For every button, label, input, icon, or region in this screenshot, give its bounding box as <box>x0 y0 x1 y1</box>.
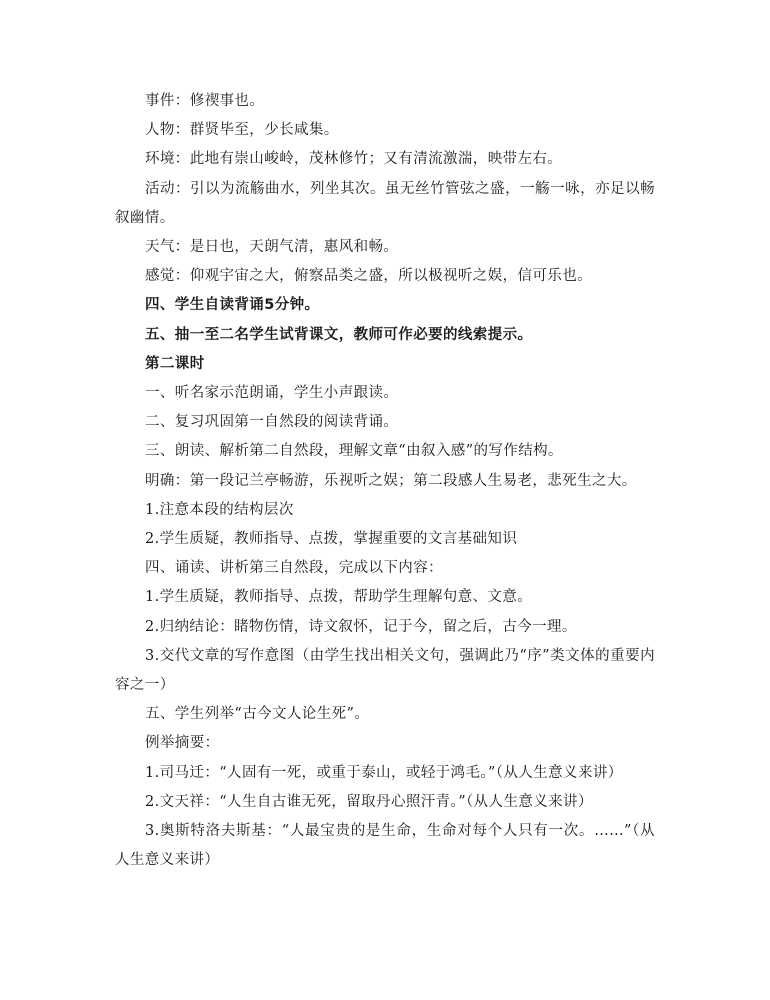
paragraph-environment: 环境：此地有崇山峻岭，茂林修竹；又有清流激湍，映带左右。 <box>145 151 563 168</box>
document-body <box>115 87 655 875</box>
paragraph-step-4: 四、诵读、讲析第三自然段，完成以下内容： <box>145 560 443 577</box>
paragraph-examples-heading: 例举摘要： <box>145 735 220 752</box>
paragraph-step-2: 二、复习巩固第一自然段的阅读背诵。 <box>145 414 399 431</box>
list-item-ostrovsky: 3.奥斯特洛夫斯基：“人最宝贵的是生命，生命对每个人只有一次。……”（从人生意义来讲） <box>115 823 655 869</box>
list-item-sima-qian: 1.司马迁：“人固有一死，或重于泰山，或轻于鸿毛。”（从人生意义来讲） <box>145 764 623 781</box>
paragraph-step-3: 三、朗读、解析第二自然段，理解文章“由叙入感”的写作结构。 <box>145 443 563 460</box>
paragraph-people: 人物：群贤毕至，少长咸集。 <box>145 122 339 139</box>
paragraph-clarify: 明确：第一段记兰亭畅游，乐视听之娱；第二段感人生易老，悲死生之大。 <box>145 472 637 489</box>
heading-trial-recite: 五、抽一至二名学生试背课文，教师可作必要的线索提示。 <box>145 326 533 343</box>
paragraph-event: 事件：修禊事也。 <box>145 93 265 109</box>
list-item-understand: 1.学生质疑，教师指导、点拨，帮助学生理解句意、文意。 <box>145 589 533 606</box>
paragraph-weather: 天气：是日也，天朗气清，惠风和畅。 <box>145 239 399 256</box>
list-item-intent: 3.交代文章的写作意图（由学生找出相关文句，强调此乃“序”类文体的重要内容之一） <box>115 647 655 694</box>
paragraph-step-5: 五、学生列举“古今文人论生死”。 <box>145 706 370 723</box>
list-item-conclusion: 2.归纳结论：睹物伤情，诗文叙怀，记于今，留之后，古今一理。 <box>145 618 577 635</box>
paragraph-feeling: 感觉：仰观宇宙之大，俯察品类之盛，所以极视听之娱，信可乐也。 <box>145 268 592 285</box>
paragraph-step-1: 一、听名家示范朗诵，学生小声跟读。 <box>145 385 399 402</box>
list-item-wen-tianxiang: 2.文天祥：“人生自古谁无死，留取丹心照汗青。”（从人生意义来讲） <box>145 793 593 810</box>
list-item-structure: 1.注意本段的结构层次 <box>145 501 294 518</box>
heading-self-recite: 四、学生自读背诵5分钟。 <box>145 297 320 314</box>
paragraph-activity: 活动：引以为流觞曲水，列坐其次。虽无丝竹管弦之盛，一觞一咏，亦足以畅叙幽情。 <box>115 180 655 226</box>
list-item-question: 2.学生质疑，教师指导、点拨，掌握重要的文言基础知识 <box>145 531 518 548</box>
heading-second-lesson: 第二课时 <box>145 355 205 372</box>
